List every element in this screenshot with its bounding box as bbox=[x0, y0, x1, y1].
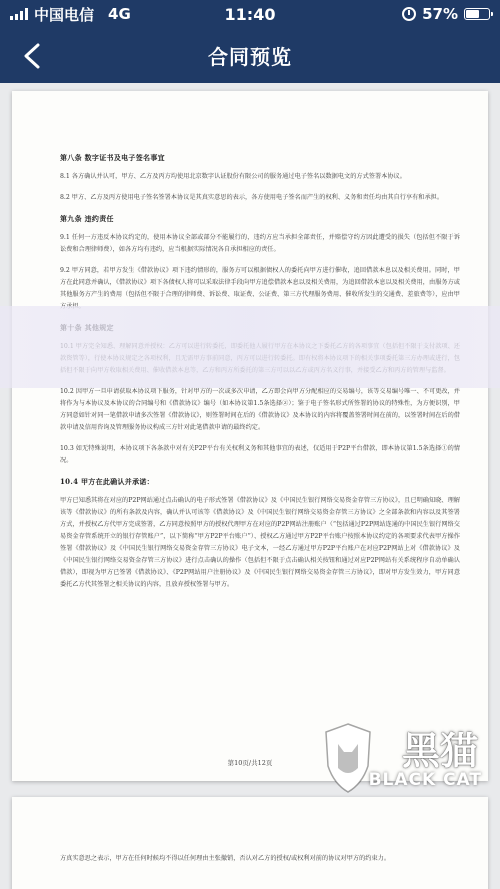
logo-subtitle: BLACK CAT bbox=[368, 770, 482, 790]
carrier-name: 中国电信 bbox=[34, 5, 95, 24]
battery-percent: 57% bbox=[422, 5, 458, 23]
signal-icon bbox=[10, 8, 28, 20]
page-title: 合同预览 bbox=[208, 45, 292, 69]
black-cat-shield-icon bbox=[322, 722, 374, 794]
watermark-overlay bbox=[0, 306, 500, 388]
status-bar bbox=[0, 0, 500, 28]
nav-bar bbox=[0, 28, 500, 83]
battery-level bbox=[466, 10, 479, 18]
back-button[interactable] bbox=[14, 38, 50, 74]
status-right bbox=[402, 5, 490, 23]
document-page bbox=[12, 91, 488, 781]
section-paragraph: 9.2 甲方同意，若甲方发生《借款协议》项下违约情形的，服务方可以根据债权人的委托向甲方进行催收，追回借款本息以及相关费用。同时，甲方在此同意并确认，《借款协议》项下各债权人将可以采取法律手段向甲方追偿借款本息以及相关费用，为追回借款本息以及相关费用，由服务方或其他服务方产生的费用（包括但不限于合理的律师费、诉讼费、取证费、公证费、第三方代理服务费用、催收所发生的交通费、差旅费等），应由甲 bbox=[60, 267, 460, 298]
section-title: 第八条 数字证书及电子签名事宜 bbox=[60, 153, 165, 162]
status-left bbox=[10, 4, 131, 25]
section-paragraph: 10.2 因甲方一旦申请获取本协议项下服务，针对甲方的一次或多次申请，乙方即会向甲方分配相应的交易编号，该等交易编号唯一、不可更改，并将作为与本协议及本协议的合同编号和《借款协议》编号（如本协议第1.5条选择②）；鉴于电子签名形式所签署的协议的特殊性，为方便识别，甲方同意如针对同一笔借款申请多次签署《借款协议》，则签署时间在后的《借款协议》及本协议的内容将覆盖签署时间在前的，以签署时间在后的借款申请及信用咨询及管理服务协议构成三方针对此笔借款申请的最终约定。 bbox=[60, 388, 460, 431]
section-paragraph: 9.1 任何一方违反本协议约定的，使用本协议全部或部分不能履行的，违约方应当承担全部责任，并赔偿守约方因此遭受的损失（包括但不限于诉讼费和合理律师费），如各方均有违约，应当根据实际情况各自承担相应的责任。 bbox=[60, 234, 460, 253]
next-page-text: 方真实意思之表示，甲方在任何时候均不得以任何理由主张撤销，否认对乙方的授权/或权利对前的协议对甲方的约束力。 bbox=[60, 855, 391, 862]
section-paragraph: 8.2 甲方、乙方及丙方使用电子签名签署本协议是其真实意思的表示，各方使用电子签名而产生的权利、义务和责任均由其自行享有和承担。 bbox=[60, 194, 444, 201]
black-cat-logo bbox=[322, 720, 492, 800]
battery-icon bbox=[464, 8, 490, 20]
chevron-left-icon bbox=[21, 42, 43, 70]
page-footer: 第10页/共12页 bbox=[227, 759, 273, 767]
alarm-clock-icon bbox=[402, 7, 416, 21]
logo-name: 黑猫 bbox=[401, 729, 478, 773]
status-time: 11:40 bbox=[224, 4, 276, 24]
section-title: 第九条 违约责任 bbox=[60, 214, 114, 223]
section-title: 10.4 甲方在此确认并承诺： bbox=[60, 477, 154, 486]
network-type: 4G bbox=[108, 5, 131, 23]
section-paragraph: 甲方已知悉其将在对应的P2P网站通过点击确认的电子形式签署《借款协议》及《中国民生银行网络交易资金存管三方协议》，且已明确知晓、理解该等《借款协议》的所有条款及内容，确认并认可该等《借款协议》及《中国民生银行网络交易资金存管三方协议》之全部条款和内容以及其签署方式，并授权乙方代甲方完成签署，乙方同意按照甲方的授权代理甲方在对应的P2P网站注册账户（“包括通过P2P网站连通的中国民生银行网络交易资金存管系统开立的银行存管账户”，以下简称“甲方P2P平台账户”）、授权乙方通过甲方P2P平台账户按照本协议约定的各项要求代表甲方操作签署《借款协议》及《中国民生银行网络交易资金存管三方协议》电子文本，一经乙方通过甲方P2P平台账户在对应P2P网站上对《借款协议》及《中国民生银行网络交易资金存管三方协议》进行点击确认的操作（包括但不限于点击确认相关按钮和通过对应P2P网站有关系统程序自动单确认借款），即视为甲方已签署《借款协议》、《P2P网站用户注册协议》及《中国民生银行网络交易资金存管三方协议》，即对甲方发生效力，甲方同意委托乙方代其签署之相关协议的内容，且放弃授权签署与甲方。 bbox=[60, 497, 460, 588]
document-page-next bbox=[12, 797, 488, 889]
section-paragraph: 8.1 各方确认并认可，甲方、乙方及丙方均使用北京数字认证股份有限公司的服务通过电子签名以数据电文的方式签署本协议。 bbox=[60, 173, 406, 180]
section-paragraph: 10.3 如无特殊说明，本协议项下各条款中对有关P2P平台有关权利义务和其他事宜的表述，仅适用于P2P平台借款，即本协议第1.5条选择①的情况。 bbox=[60, 445, 460, 464]
